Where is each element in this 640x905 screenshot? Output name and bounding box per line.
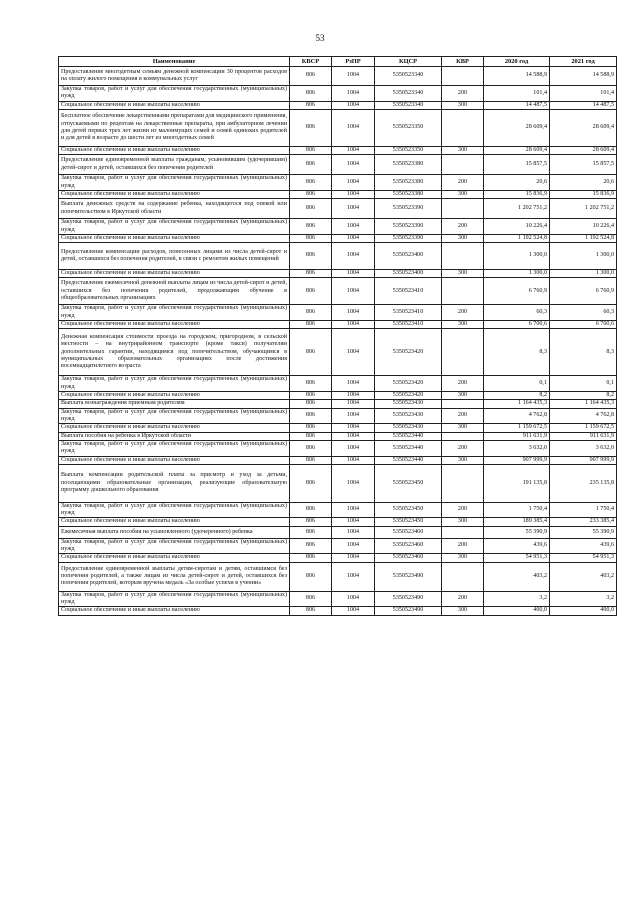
- row-kcsr: 5350523340: [375, 67, 442, 86]
- header-2020: 2020 год: [484, 57, 550, 67]
- row-kcsr: 5350523440: [375, 440, 442, 456]
- row-name: Выплата денежных средств на содержание ребенка, находящегося под опекой или попечительством в Иркутской области: [59, 199, 290, 219]
- row-kvsr: 806: [290, 86, 332, 102]
- row-rzpr: 1004: [332, 502, 375, 518]
- row-kvsr: 806: [290, 199, 332, 219]
- row-kcsr: 5350523450: [375, 464, 442, 502]
- row-rzpr: 1004: [332, 329, 375, 376]
- row-rzpr: 1004: [332, 234, 375, 242]
- table-row: [59, 432, 617, 440]
- row-amount-2021: 233 385,4: [550, 518, 617, 526]
- row-name: Предоставление единовременной выплаты детям-сиротам и детям, оставшимся без попечения родителей, а также лицам из числа детей-сирот и детей, оставшихся без попечения родителей, которым вручена медаль «За особые успехи в учении»: [59, 562, 290, 591]
- row-amount-2021: 55 390,9: [550, 526, 617, 538]
- row-amount-2020: 1 159 672,5: [484, 424, 550, 432]
- row-kvsr: 806: [290, 400, 332, 408]
- row-kcsr: 5350523390: [375, 199, 442, 219]
- row-amount-2020: 6 700,6: [484, 321, 550, 329]
- row-kvr: [442, 278, 484, 305]
- row-amount-2021: 8,2: [550, 392, 617, 400]
- row-amount-2020: 10 226,4: [484, 219, 550, 235]
- row-rzpr: 1004: [332, 86, 375, 102]
- row-kvsr: 806: [290, 464, 332, 502]
- row-name: Предоставление многодетным семьям денежной компенсации 30 процентов расходов на оплату жилого помещения в коммунальных услуг: [59, 67, 290, 86]
- row-rzpr: 1004: [332, 146, 375, 154]
- row-kvr: 200: [442, 305, 484, 321]
- row-amount-2021: 3,2: [550, 591, 617, 607]
- row-amount-2021: 8,3: [550, 329, 617, 376]
- row-kcsr: 5350523490: [375, 607, 442, 615]
- row-amount-2020: 1 300,0: [484, 270, 550, 278]
- row-amount-2020: 3 632,0: [484, 440, 550, 456]
- row-amount-2020: 8,3: [484, 329, 550, 376]
- row-kcsr: 5350523350: [375, 109, 442, 146]
- row-kvsr: 806: [290, 109, 332, 146]
- row-kcsr: 5350523380: [375, 190, 442, 198]
- row-rzpr: 1004: [332, 554, 375, 562]
- row-kvsr: 806: [290, 376, 332, 392]
- row-kvr: [442, 243, 484, 270]
- row-amount-2020: 15 857,5: [484, 155, 550, 175]
- row-amount-2021: 15 857,5: [550, 155, 617, 175]
- table-row: [59, 86, 617, 102]
- row-kcsr: 5350523420: [375, 376, 442, 392]
- row-amount-2021: 1 750,4: [550, 502, 617, 518]
- row-kcsr: 5350523420: [375, 329, 442, 376]
- row-kcsr: 5350523460: [375, 554, 442, 562]
- row-name: Социальное обеспечение и иные выплаты населению: [59, 424, 290, 432]
- row-amount-2020: 55 390,9: [484, 526, 550, 538]
- row-kvsr: 806: [290, 146, 332, 154]
- table-row: [59, 408, 617, 424]
- row-name: Выплата вознаграждения приемным родителям: [59, 400, 290, 408]
- row-amount-2020: 54 951,3: [484, 554, 550, 562]
- row-name: Социальное обеспечение и иные выплаты населению: [59, 456, 290, 464]
- header-kvr: КВР: [442, 57, 484, 67]
- row-kvr: 200: [442, 219, 484, 235]
- row-name: Закупка товаров, работ и услуг для обеспечения государственных (муниципальных) нужд: [59, 305, 290, 321]
- row-name: Социальное обеспечение и иные выплаты населению: [59, 146, 290, 154]
- row-amount-2020: 8,2: [484, 392, 550, 400]
- row-kvsr: 806: [290, 155, 332, 175]
- row-kvr: 300: [442, 321, 484, 329]
- row-rzpr: 1004: [332, 175, 375, 191]
- row-amount-2021: 6 700,6: [550, 321, 617, 329]
- row-name: Закупка товаров, работ и услуг для обеспечения государственных (муниципальных) нужд: [59, 175, 290, 191]
- row-amount-2020: 14 487,5: [484, 101, 550, 109]
- row-kcsr: 5350523410: [375, 305, 442, 321]
- row-kvsr: 806: [290, 67, 332, 86]
- row-kvr: 300: [442, 270, 484, 278]
- row-kvsr: 806: [290, 562, 332, 591]
- row-amount-2020: 1 164 435,3: [484, 400, 550, 408]
- row-kvr: 200: [442, 502, 484, 518]
- row-kcsr: 5350523340: [375, 86, 442, 102]
- row-rzpr: 1004: [332, 190, 375, 198]
- row-amount-2021: 1 192 524,8: [550, 234, 617, 242]
- row-kvr: 300: [442, 456, 484, 464]
- row-name: Социальное обеспечение и иные выплаты населению: [59, 392, 290, 400]
- row-kcsr: 5350523440: [375, 456, 442, 464]
- row-kcsr: 5350523400: [375, 243, 442, 270]
- row-kcsr: 5350523450: [375, 502, 442, 518]
- row-kvsr: 806: [290, 278, 332, 305]
- row-kcsr: 5350523440: [375, 432, 442, 440]
- row-name: Выплата компенсации родительской платы за присмотр и уход за детьми, посещающими образовательные организации, реализующие образовательную программу дошкольного образования: [59, 464, 290, 502]
- row-rzpr: 1004: [332, 199, 375, 219]
- row-kvr: 200: [442, 538, 484, 554]
- table-row: [59, 175, 617, 191]
- row-kvsr: 806: [290, 607, 332, 615]
- row-kvr: 300: [442, 234, 484, 242]
- row-kvsr: 806: [290, 219, 332, 235]
- table-row: [59, 243, 617, 270]
- row-amount-2021: 60,3: [550, 305, 617, 321]
- row-kvr: [442, 562, 484, 591]
- table-row: [59, 234, 617, 242]
- row-amount-2021: 101,4: [550, 86, 617, 102]
- table-row: [59, 219, 617, 235]
- row-amount-2020: 4 762,8: [484, 408, 550, 424]
- row-name: Закупка товаров, работ и услуг для обеспечения государственных (муниципальных) нужд: [59, 440, 290, 456]
- row-kvr: 200: [442, 376, 484, 392]
- table-row: [59, 146, 617, 154]
- row-kvr: 200: [442, 440, 484, 456]
- table-row: [59, 502, 617, 518]
- row-kvr: [442, 432, 484, 440]
- row-amount-2020: 28 609,4: [484, 146, 550, 154]
- row-amount-2021: 54 951,3: [550, 554, 617, 562]
- page-number: 53: [315, 33, 325, 43]
- row-kcsr: 5350523410: [375, 278, 442, 305]
- row-name: Социальное обеспечение и иные выплаты населению: [59, 101, 290, 109]
- row-amount-2021: 400,0: [550, 607, 617, 615]
- row-rzpr: 1004: [332, 67, 375, 86]
- row-rzpr: 1004: [332, 321, 375, 329]
- row-amount-2021: 235 135,8: [550, 464, 617, 502]
- row-rzpr: 1004: [332, 243, 375, 270]
- row-amount-2021: 28 609,4: [550, 146, 617, 154]
- row-name: Ежемесячная выплата пособия на усыновленного (удочеренного) ребенка: [59, 526, 290, 538]
- row-amount-2020: 14 588,9: [484, 67, 550, 86]
- row-amount-2021: 4 762,8: [550, 408, 617, 424]
- row-kvsr: 806: [290, 526, 332, 538]
- row-rzpr: 1004: [332, 400, 375, 408]
- row-amount-2020: 6 760,9: [484, 278, 550, 305]
- row-rzpr: 1004: [332, 562, 375, 591]
- row-amount-2020: 439,6: [484, 538, 550, 554]
- row-amount-2021: 10 226,4: [550, 219, 617, 235]
- row-kvsr: 806: [290, 234, 332, 242]
- row-name: Социальное обеспечение и иные выплаты населению: [59, 321, 290, 329]
- row-amount-2020: 0,1: [484, 376, 550, 392]
- table-row: [59, 199, 617, 219]
- row-kvsr: 806: [290, 408, 332, 424]
- row-amount-2021: 20,6: [550, 175, 617, 191]
- row-kvr: 300: [442, 554, 484, 562]
- row-kvsr: 806: [290, 101, 332, 109]
- row-kvsr: 806: [290, 518, 332, 526]
- row-kvsr: 806: [290, 243, 332, 270]
- row-kvr: [442, 199, 484, 219]
- row-kvsr: 806: [290, 456, 332, 464]
- row-name: Социальное обеспечение и иные выплаты населению: [59, 607, 290, 615]
- row-amount-2020: 20,6: [484, 175, 550, 191]
- row-name: Социальное обеспечение и иные выплаты населению: [59, 554, 290, 562]
- row-kcsr: 5350523420: [375, 392, 442, 400]
- row-amount-2020: 3,2: [484, 591, 550, 607]
- row-kcsr: 5350523340: [375, 101, 442, 109]
- row-rzpr: 1004: [332, 440, 375, 456]
- table-row: [59, 424, 617, 432]
- row-amount-2020: 1 202 751,2: [484, 199, 550, 219]
- row-rzpr: 1004: [332, 607, 375, 615]
- table-row: [59, 305, 617, 321]
- table-row: [59, 270, 617, 278]
- row-rzpr: 1004: [332, 526, 375, 538]
- row-kvsr: 806: [290, 392, 332, 400]
- row-rzpr: 1004: [332, 456, 375, 464]
- row-kvsr: 806: [290, 270, 332, 278]
- row-rzpr: 1004: [332, 432, 375, 440]
- row-kcsr: 5350523410: [375, 321, 442, 329]
- table-row: [59, 101, 617, 109]
- row-kvsr: 806: [290, 538, 332, 554]
- row-kvr: [442, 329, 484, 376]
- table-row: [59, 554, 617, 562]
- row-name: Закупка товаров, работ и услуг для обеспечения государственных (муниципальных) нужд: [59, 219, 290, 235]
- row-name: Социальное обеспечение и иные выплаты населению: [59, 234, 290, 242]
- row-amount-2020: 1 750,4: [484, 502, 550, 518]
- row-kvsr: 806: [290, 175, 332, 191]
- row-rzpr: 1004: [332, 305, 375, 321]
- table-header-row: [59, 57, 617, 67]
- table-row: [59, 538, 617, 554]
- row-rzpr: 1004: [332, 101, 375, 109]
- row-amount-2021: 403,2: [550, 562, 617, 591]
- row-amount-2021: 1 300,0: [550, 243, 617, 270]
- table-row: [59, 109, 617, 146]
- table-row: [59, 456, 617, 464]
- row-kvsr: 806: [290, 591, 332, 607]
- row-amount-2021: 911 631,9: [550, 432, 617, 440]
- row-kvr: 300: [442, 607, 484, 615]
- row-amount-2021: 1 300,0: [550, 270, 617, 278]
- row-amount-2020: 15 836,9: [484, 190, 550, 198]
- budget-table: [58, 56, 617, 616]
- row-kcsr: 5350523490: [375, 562, 442, 591]
- row-kcsr: 5350523460: [375, 538, 442, 554]
- row-kcsr: 5350523430: [375, 408, 442, 424]
- row-name: Социальное обеспечение и иные выплаты населению: [59, 270, 290, 278]
- row-kcsr: 5350523380: [375, 175, 442, 191]
- header-kvsr: КВСР: [290, 57, 332, 67]
- row-name: Социальное обеспечение и иные выплаты населению: [59, 190, 290, 198]
- row-kvsr: 806: [290, 554, 332, 562]
- row-amount-2021: 15 836,9: [550, 190, 617, 198]
- row-name: Закупка товаров, работ и услуг для обеспечения государственных (муниципальных) нужд: [59, 86, 290, 102]
- table-row: [59, 400, 617, 408]
- row-rzpr: 1004: [332, 591, 375, 607]
- row-kcsr: 5350523430: [375, 424, 442, 432]
- row-rzpr: 1004: [332, 155, 375, 175]
- row-amount-2021: 907 999,9: [550, 456, 617, 464]
- row-kvr: 200: [442, 86, 484, 102]
- row-amount-2020: 191 135,8: [484, 464, 550, 502]
- table-row: [59, 607, 617, 615]
- row-amount-2020: 911 631,9: [484, 432, 550, 440]
- row-kvr: [442, 109, 484, 146]
- row-kvr: [442, 67, 484, 86]
- row-name: Закупка товаров, работ и услуг для обеспечения государственных (муниципальных) нужд: [59, 408, 290, 424]
- row-amount-2020: 1 192 524,8: [484, 234, 550, 242]
- row-kvr: 300: [442, 424, 484, 432]
- table-row: [59, 464, 617, 502]
- row-amount-2021: 3 632,0: [550, 440, 617, 456]
- table-row: [59, 67, 617, 86]
- row-kcsr: 5350523430: [375, 400, 442, 408]
- row-rzpr: 1004: [332, 109, 375, 146]
- row-amount-2020: 400,0: [484, 607, 550, 615]
- row-kvsr: 806: [290, 502, 332, 518]
- row-amount-2021: 6 760,9: [550, 278, 617, 305]
- row-amount-2021: 14 487,5: [550, 101, 617, 109]
- row-amount-2020: 101,4: [484, 86, 550, 102]
- header-2021: 2021 год: [550, 57, 617, 67]
- table-row: [59, 329, 617, 376]
- row-rzpr: 1004: [332, 219, 375, 235]
- row-kvr: 200: [442, 591, 484, 607]
- row-kvr: 300: [442, 518, 484, 526]
- table-row: [59, 278, 617, 305]
- row-name: Закупка товаров, работ и услуг для обеспечения государственных (муниципальных) нужд: [59, 591, 290, 607]
- row-name: Бесплатное обеспечение лекарственными препаратами для медицинского применения, отпускаемыми по рецептам на лекарственные препараты, при амбулаторном лечении для детей первых трех лет жизни из малоимущих семей и семей одиноких родителей и для детей в возрасте до шести лет из многодетных семей: [59, 109, 290, 146]
- row-rzpr: 1004: [332, 408, 375, 424]
- row-name: Выплата пособия на ребенка в Иркутской области: [59, 432, 290, 440]
- table-row: [59, 440, 617, 456]
- row-amount-2020: 403,2: [484, 562, 550, 591]
- row-kcsr: 5350523380: [375, 155, 442, 175]
- row-rzpr: 1004: [332, 538, 375, 554]
- row-name: Закупка товаров, работ и услуг для обеспечения государственных (муниципальных) нужд: [59, 538, 290, 554]
- row-amount-2021: 14 588,9: [550, 67, 617, 86]
- row-kcsr: 5350523400: [375, 270, 442, 278]
- table-row: [59, 392, 617, 400]
- table-row: [59, 526, 617, 538]
- row-kvsr: 806: [290, 432, 332, 440]
- row-kvsr: 806: [290, 190, 332, 198]
- row-name: Закупка товаров, работ и услуг для обеспечения государственных (муниципальных) нужд: [59, 502, 290, 518]
- row-amount-2021: 1 159 672,5: [550, 424, 617, 432]
- row-kvr: [442, 155, 484, 175]
- row-kvr: [442, 526, 484, 538]
- row-kvr: 300: [442, 392, 484, 400]
- row-amount-2021: 28 609,4: [550, 109, 617, 146]
- row-amount-2021: 1 202 751,2: [550, 199, 617, 219]
- row-kcsr: 5350523350: [375, 146, 442, 154]
- row-amount-2020: 28 609,4: [484, 109, 550, 146]
- row-name: Предоставление единовременной выплаты гражданам, усыновившим (удочерившим) детей-сирот и детей, оставшихся без попечения родителей: [59, 155, 290, 175]
- row-kcsr: 5350523450: [375, 518, 442, 526]
- row-kvsr: 806: [290, 440, 332, 456]
- row-name: Денежная компенсация стоимости проезда на городском, пригородном, в сельской местности – на внутрирайонном транспорте (кроме такси) получателям дополнительных гарантии, находящимся под попечительством, обучающимся в муниципальных образовательных организациях после достижения восемнадцатилетнего возраста: [59, 329, 290, 376]
- header-rzpr: РзПР: [332, 57, 375, 67]
- row-rzpr: 1004: [332, 518, 375, 526]
- row-kcsr: 5350523390: [375, 234, 442, 242]
- row-kcsr: 5350523460: [375, 526, 442, 538]
- row-amount-2020: 60,3: [484, 305, 550, 321]
- row-kvr: 200: [442, 408, 484, 424]
- table-row: [59, 518, 617, 526]
- table-row: [59, 591, 617, 607]
- row-kcsr: 5350523390: [375, 219, 442, 235]
- row-kvr: [442, 464, 484, 502]
- row-rzpr: 1004: [332, 278, 375, 305]
- row-kvr: 300: [442, 101, 484, 109]
- row-amount-2020: 189 385,4: [484, 518, 550, 526]
- table-row: [59, 376, 617, 392]
- row-name: Социальное обеспечение и иные выплаты населению: [59, 518, 290, 526]
- row-amount-2021: 1 164 435,3: [550, 400, 617, 408]
- header-kcsr: КЦСР: [375, 57, 442, 67]
- row-rzpr: 1004: [332, 270, 375, 278]
- row-kcsr: 5350523490: [375, 591, 442, 607]
- row-kvsr: 806: [290, 329, 332, 376]
- row-kvr: 300: [442, 190, 484, 198]
- table-row: [59, 562, 617, 591]
- row-rzpr: 1004: [332, 376, 375, 392]
- row-amount-2021: 0,1: [550, 376, 617, 392]
- row-kvsr: 806: [290, 321, 332, 329]
- row-kvr: 300: [442, 146, 484, 154]
- row-name: Закупка товаров, работ и услуг для обеспечения государственных (муниципальных) нужд: [59, 376, 290, 392]
- row-rzpr: 1004: [332, 392, 375, 400]
- table-row: [59, 155, 617, 175]
- row-name: Предоставление ежемесячной денежной выплаты лицам из числа детей-сирот и детей, оставшихся без попечения родителей, продолжающим обучение в общеобразовательных организациях: [59, 278, 290, 305]
- row-kvr: 200: [442, 175, 484, 191]
- row-rzpr: 1004: [332, 464, 375, 502]
- row-kvsr: 806: [290, 424, 332, 432]
- table-row: [59, 321, 617, 329]
- row-rzpr: 1004: [332, 424, 375, 432]
- row-amount-2020: 1 300,0: [484, 243, 550, 270]
- row-name: Предоставление компенсации расходов, понесенных лицами из числа детей-сирот и детей, оставшихся без попечения родителей, в связи с ремонтом жилых помещений: [59, 243, 290, 270]
- row-amount-2020: 907 999,9: [484, 456, 550, 464]
- header-name: Наименование: [59, 57, 290, 67]
- table-row: [59, 190, 617, 198]
- row-amount-2021: 439,6: [550, 538, 617, 554]
- row-kvr: [442, 400, 484, 408]
- row-kvsr: 806: [290, 305, 332, 321]
